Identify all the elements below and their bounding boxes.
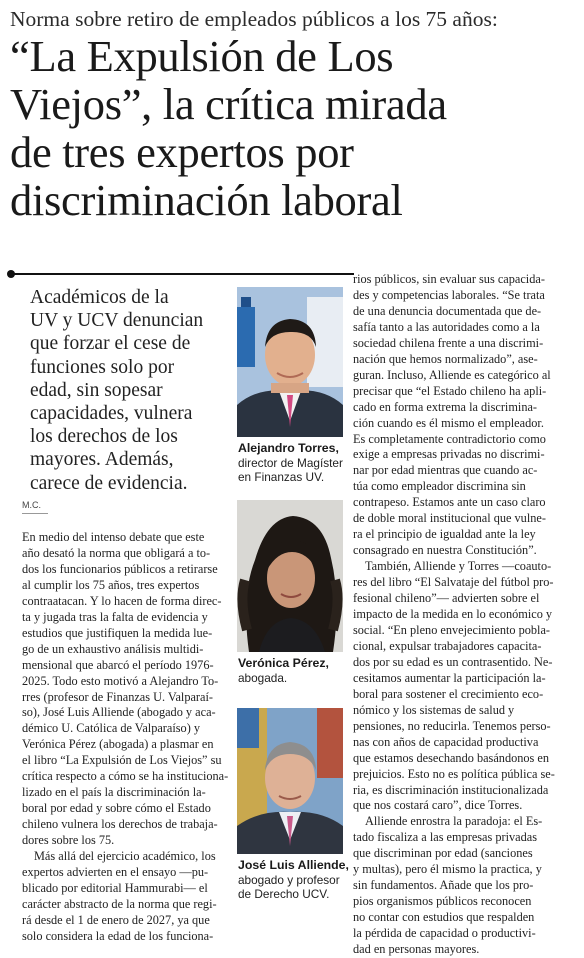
body-line: go de un exhaustivo análisis multidi-	[22, 641, 204, 656]
body-line: precisar que “el Estado chileno ha apli-	[353, 383, 547, 398]
body-line: nómico y los sistemas de salud y	[353, 702, 515, 717]
body-line: ción cuando es él mismo el empleador.	[353, 415, 544, 430]
body-line: nación que hemos normalizado”, ase-	[353, 351, 538, 366]
body-line: cesitamos aumentar la participación la-	[353, 670, 546, 685]
body-line: solo considera la edad de los funciona-	[22, 928, 214, 943]
body-line: ta y jugada tras la falta de evidencia y	[22, 609, 208, 624]
body-line: Verónica Pérez (abogada) a plasmar en	[22, 737, 214, 752]
body-line: sin fundamentos. Añade que los pro-	[353, 878, 534, 893]
body-line: pensiones, no reducirla. Tenemos perso-	[353, 718, 551, 733]
byline: M.C.	[22, 500, 41, 510]
caption-role	[238, 671, 287, 685]
body-line: 2025. Todo esto motivó a Alejandro To-	[22, 673, 219, 688]
body-line: boral para sostener el crecimiento eco-	[353, 686, 544, 701]
body-line: que nos costará caro”, dice Torres.	[353, 798, 523, 813]
body-line: social. “En pleno envejecimiento pobla-	[353, 622, 551, 637]
lede-line: UV y UCV denuncian	[30, 310, 204, 332]
caption-name: Verónica Pérez,	[238, 656, 329, 670]
headline-line: Viejos”, la crítica mirada	[10, 79, 447, 129]
lede-line: carece de evidencia.	[30, 472, 188, 494]
body-line: pios organismos públicos reconocen	[353, 894, 532, 909]
body-line: En medio del intenso debate que este	[22, 530, 205, 544]
headline-line: “La Expulsión de Los	[10, 31, 394, 81]
body-line: res del libro “El Salvataje del fútbol pro-	[353, 575, 554, 590]
body-line: túa como empleador discrimina sin	[353, 479, 526, 494]
body-line: blicado por editorial Hammurabi— el	[22, 880, 208, 895]
body-column-1	[22, 530, 228, 945]
body-line: el libro “La Expulsión de Los Viejos” su	[22, 753, 222, 768]
body-line: cado en forma extrema la discrimina-	[353, 399, 538, 414]
body-line: no contar con estudios que respalden	[353, 910, 535, 925]
body-line: año desató la norma que obligará a to-	[22, 545, 211, 560]
article-kicker: Norma sobre retiro de empleados públicos a los 75 años:	[10, 7, 498, 31]
byline-rule	[22, 513, 48, 514]
headline-line: discriminación laboral	[10, 175, 403, 225]
body-line: rios públicos, sin evaluar sus capacida-	[353, 272, 545, 286]
section-rule	[12, 273, 354, 275]
body-line: rres (profesor de Finanzas U. Valparaí-	[22, 689, 213, 704]
body-line: de una denuncia documentada que de-	[353, 303, 542, 318]
body-line: impacto de la medida en lo económico y	[353, 607, 553, 622]
body-line: exige a empresas privadas no discrimi-	[353, 447, 545, 462]
body-line: dos por su edad es un contrasentido. Ne-	[353, 654, 553, 669]
body-line: tado fiscaliza a las empresas privadas	[353, 830, 538, 845]
body-line: chileno vulnera los derechos de trabaja-	[22, 817, 218, 832]
portrait-alejandro-torres	[237, 287, 343, 437]
headline-line: de tres expertos por	[10, 127, 354, 177]
caption-role	[238, 873, 340, 901]
body-line: mensional que abarcó el período 1976-	[22, 657, 214, 672]
body-line: También, Alliende y Torres —coauto-	[365, 559, 552, 574]
body-line: contrapeso. Estamos ante un caso claro	[353, 495, 546, 510]
caption-role-line: abogado y profesor	[238, 873, 340, 887]
portrait-jose-luis-alliende	[237, 708, 343, 854]
body-line: crítica respecto a cómo se ha instituciona-	[22, 769, 229, 784]
body-line: dos los funcionarios públicos a retirarse	[22, 561, 218, 576]
lede-line: funciones solo por	[30, 356, 175, 378]
portrait-veronica-perez	[237, 500, 343, 652]
body-line: nas con años de capacidad productiva	[353, 734, 539, 749]
body-line: Más allá del ejercicio académico, los	[34, 849, 216, 864]
caption-name: José Luis Alliende,	[238, 858, 349, 872]
body-line: so), José Luis Alliende (abogado y aca-	[22, 705, 216, 720]
body-line: guran. Incluso, Alliende es categórico al	[353, 367, 551, 382]
body-line: y multas), pero él mismo la practica, y	[353, 862, 542, 877]
caption-role-line: director de Magíster	[238, 456, 343, 470]
body-line: consagrado en nuestra Constitución”.	[353, 543, 537, 558]
body-line: ria, es discriminación institucionalizada	[353, 782, 549, 797]
body-line: al cumplir los 75 años, tres expertos	[22, 577, 200, 592]
body-line: ra el principio de igualdad ante la ley	[353, 527, 536, 542]
body-line: nar por edad mientras que cuando ac-	[353, 463, 538, 478]
body-line: la pérdida de capacidad o productivi-	[353, 926, 536, 941]
body-line: que discriminan por edad (sanciones	[353, 846, 533, 861]
article-headline	[10, 32, 582, 224]
lede-line: que forzar el cese de	[30, 333, 191, 355]
body-line: de doble moral institucional que vulne-	[353, 511, 546, 526]
body-line: démico U. Católica de Valparaíso) y	[22, 721, 201, 736]
body-line: dores sobre los 75.	[22, 833, 115, 848]
caption-role	[238, 456, 343, 484]
caption-role-line: de Derecho UCV.	[238, 887, 330, 901]
body-line: carácter abstracto de la norma que regi-	[22, 896, 217, 911]
article-lede	[30, 286, 230, 495]
body-line: lizado en el país la discriminación la-	[22, 785, 206, 800]
body-line: dad en personas mayores.	[353, 942, 480, 957]
lede-line: capacidades, vulnera	[30, 403, 193, 425]
body-line: safía tanto a las autoridades como a la	[353, 319, 540, 334]
body-line: rá desde el 1 de enero de 2027, ya que	[22, 912, 210, 927]
caption-role-line: abogada.	[238, 671, 288, 685]
body-line: des y competencias laborales. “Se trata	[353, 287, 545, 302]
body-line: cional, expulsar trabajadores capacita-	[353, 638, 542, 653]
body-line: fesional chileno”— advierten sobre el	[353, 591, 540, 606]
lede-line: los derechos de los	[30, 426, 178, 448]
lede-line: edad, sin sopesar	[30, 379, 163, 401]
body-line: contraatacan. Y lo hacen de forma direc-	[22, 593, 222, 608]
body-line: estudios que justifiquen la medida lue-	[22, 625, 213, 640]
body-column-3	[353, 272, 575, 958]
caption-role-line: en Finanzas UV.	[238, 470, 325, 484]
lede-line: mayores. Además,	[30, 449, 174, 471]
body-line: sociedad chilena frente a una discrimi-	[353, 335, 544, 350]
body-line: Es completamente contradictorio como	[353, 431, 546, 446]
caption-name: Alejandro Torres,	[238, 441, 339, 455]
body-line: boral por edad y sobre cómo el Estado	[22, 801, 211, 816]
body-line: Alliende enrostra la paradoja: el Es-	[365, 814, 543, 829]
body-line: que estamos desechando basándonos en	[353, 750, 550, 765]
body-line: prejuicios. Esto no es política pública se-	[353, 766, 555, 781]
body-line: expertos advierten en el ensayo —pu-	[22, 865, 209, 880]
lede-line: Académicos de la	[30, 287, 169, 308]
